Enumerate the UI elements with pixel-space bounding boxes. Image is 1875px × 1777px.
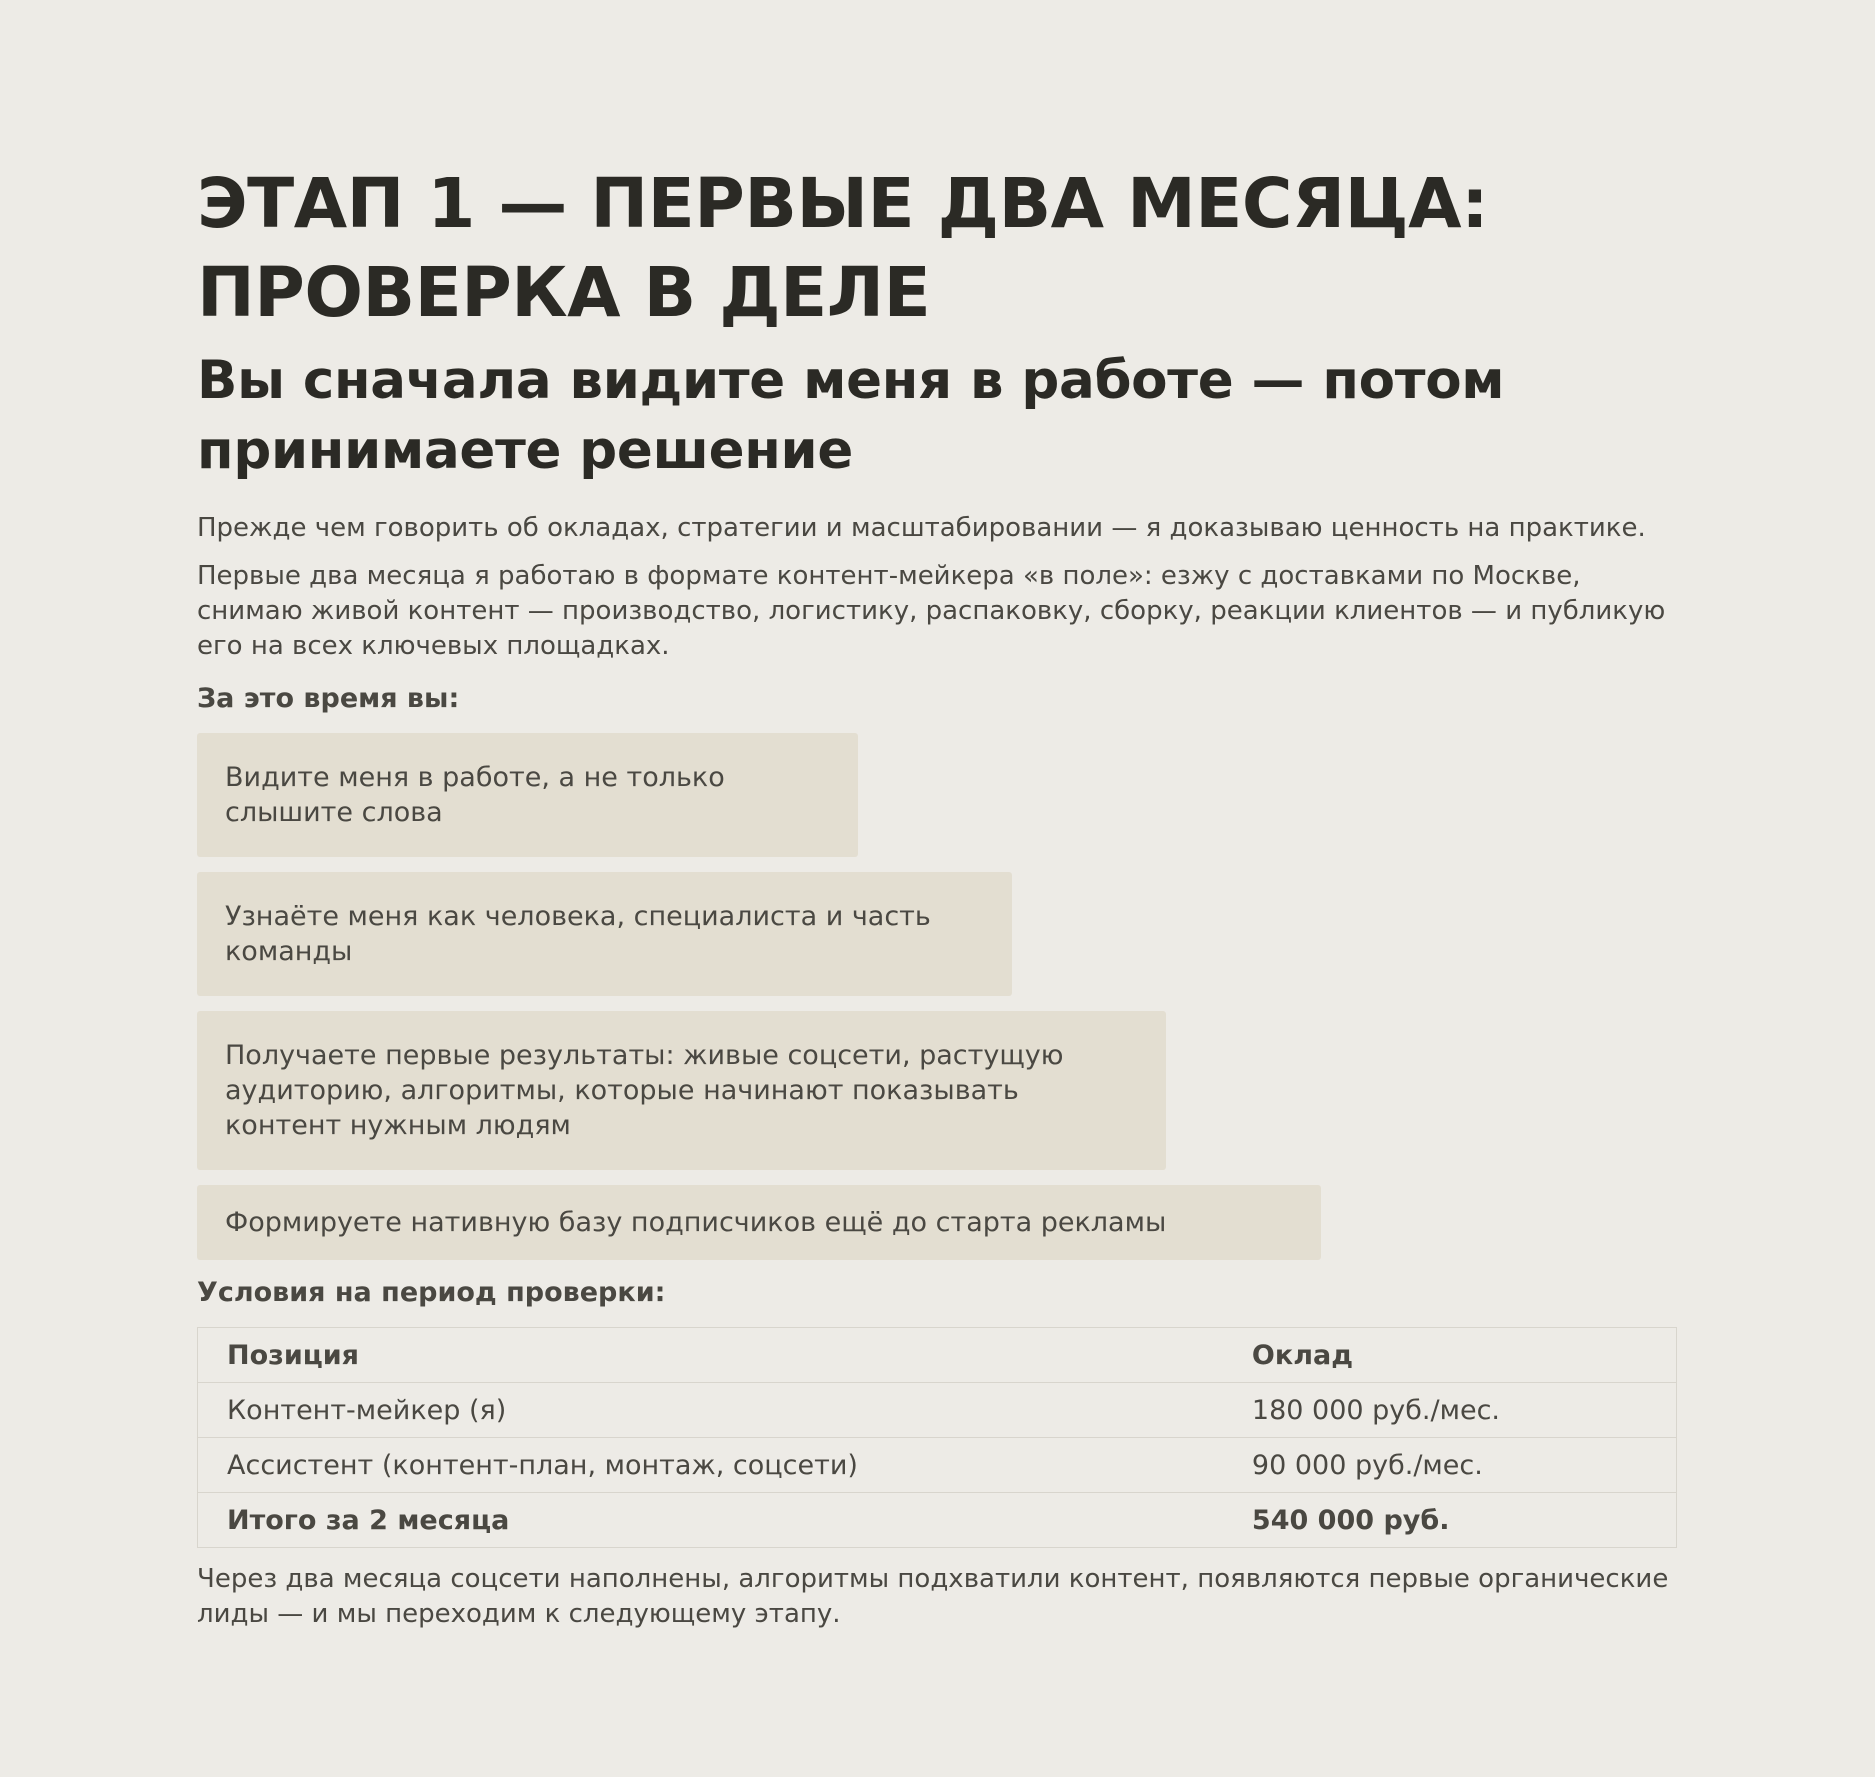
table-cell-salary: 180 000 руб./мес.: [1252, 1383, 1677, 1438]
conditions-table: [197, 1327, 1677, 1548]
table-row: [198, 1383, 1677, 1438]
benefits-label: За это время вы:: [197, 683, 460, 714]
table-cell-position: Ассистент (контент-план, монтаж, соцсети): [198, 1438, 1252, 1493]
table-header-position: Позиция: [198, 1328, 1252, 1383]
benefit-card: Получаете первые результаты: живые соцсети, растущую аудиторию, алгоритмы, которые начинают показывать контент нужным людям: [197, 1011, 1166, 1170]
table-total-label: Итого за 2 месяца: [198, 1493, 1252, 1548]
body-paragraph: Первые два месяца я работаю в формате контент-мейкера «в поле»: езжу с доставками по Москве, снимаю живой контент — производство, логистику, распаковку, сборку, реакции клиентов — и публикую его на всех ключевых площадках.: [197, 561, 1666, 661]
benefit-card: Узнаёте меня как человека, специалиста и часть команды: [197, 872, 1012, 996]
document-page: [197, 160, 1677, 1632]
conditions-label: Условия на период проверки:: [197, 1277, 666, 1308]
table-total-row: [198, 1493, 1677, 1548]
table-cell-salary: 90 000 руб./мес.: [1252, 1438, 1677, 1493]
table-header-salary: Оклад: [1252, 1328, 1677, 1383]
benefits-list: [197, 733, 1677, 1260]
table-header-row: [198, 1328, 1677, 1383]
benefit-card: Формируете нативную базу подписчиков ещё до старта рекламы: [197, 1185, 1321, 1260]
footer-paragraph: Через два месяца соцсети наполнены, алгоритмы подхватили контент, появляются первые органические лиды — и мы переходим к следующему этапу.: [197, 1564, 1669, 1629]
intro-paragraph: Прежде чем говорить об окладах, стратегии и масштабировании — я доказываю ценность на практике.: [197, 513, 1646, 543]
table-total-value: 540 000 руб.: [1252, 1493, 1677, 1548]
table-row: [198, 1438, 1677, 1493]
page-title: ЭТАП 1 — ПЕРВЫЕ ДВА МЕСЯЦА: ПРОВЕРКА В ДЕЛЕ: [197, 164, 1489, 333]
page-subtitle: Вы сначала видите меня в работе — потом принимаете решение: [197, 350, 1505, 481]
table-cell-position: Контент-мейкер (я): [198, 1383, 1252, 1438]
benefit-card: Видите меня в работе, а не только слышите слова: [197, 733, 858, 857]
